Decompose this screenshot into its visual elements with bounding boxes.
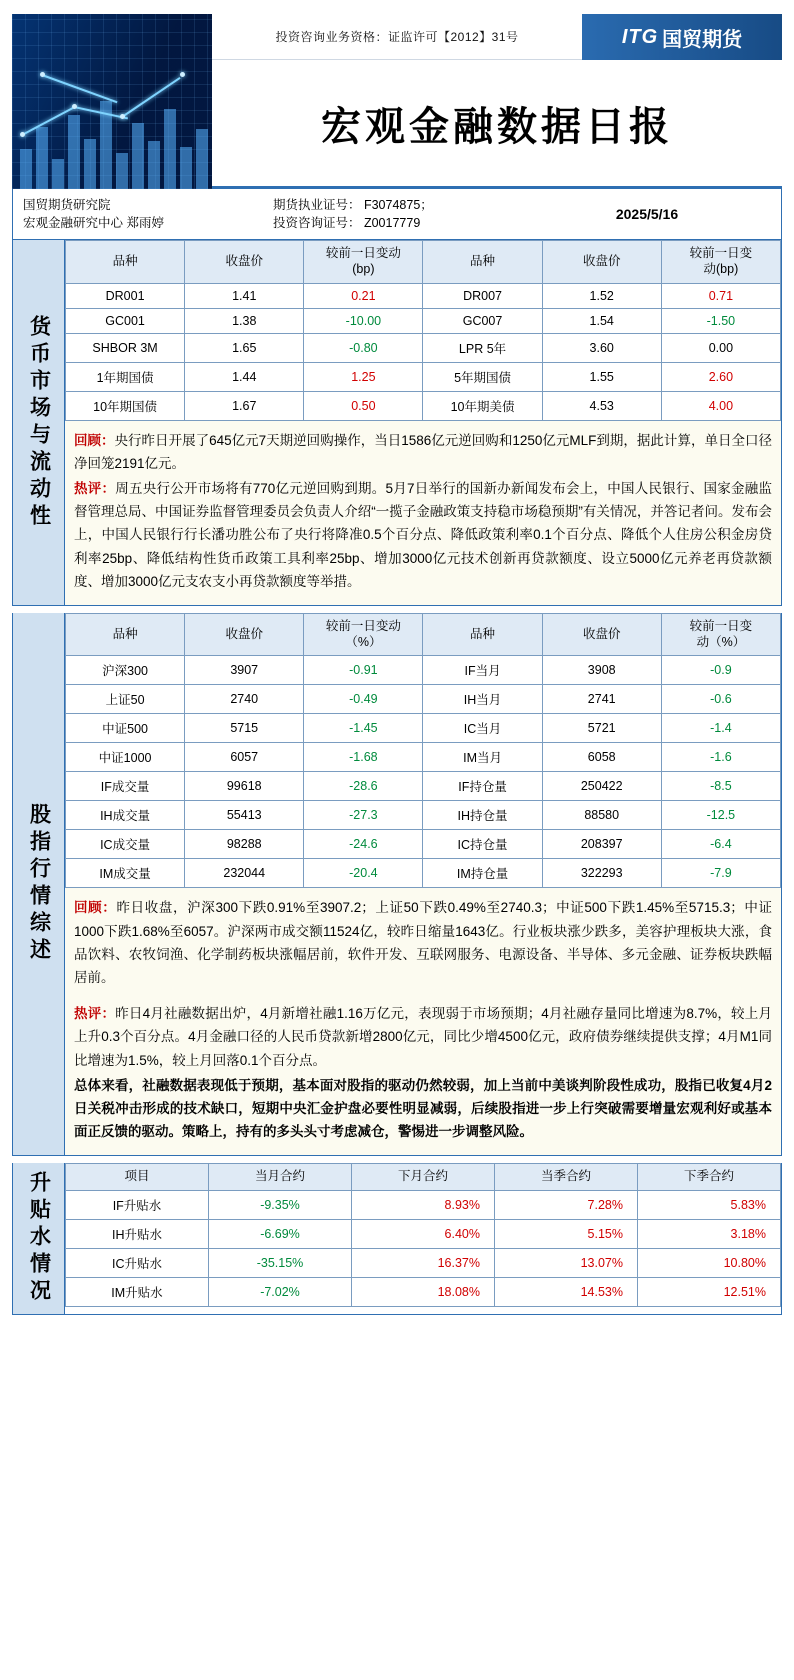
comment-paragraph [74, 1002, 772, 1072]
cell-close: 1.67 [185, 391, 304, 420]
cell-name: IC持仓量 [423, 830, 542, 859]
comment-paragraph [74, 477, 772, 593]
cell-change: -1.68 [304, 743, 423, 772]
section-spacer [12, 606, 782, 613]
cell-name: 沪深300 [66, 656, 185, 685]
review-label: 回顾： [74, 432, 115, 448]
info-bar [12, 189, 782, 240]
cell-name: IH成交量 [66, 801, 185, 830]
cell-name: SHBOR 3M [66, 333, 185, 362]
cell-close: 3907 [185, 656, 304, 685]
table-row [66, 362, 781, 391]
cell-change: -0.49 [304, 685, 423, 714]
cell-close: 2741 [542, 685, 661, 714]
money-market-notes [65, 421, 781, 606]
report-header [12, 14, 782, 189]
header-right [212, 14, 782, 189]
cell-change: -7.9 [661, 859, 780, 888]
page-title: 宏观金融数据日报 [321, 102, 673, 150]
cell-name: 1年期国债 [66, 362, 185, 391]
table-row [66, 391, 781, 420]
section-premium-discount [12, 1163, 782, 1315]
money-market-table [65, 240, 781, 420]
title-area [212, 60, 782, 189]
cell-current-quarter: 5.15% [495, 1220, 638, 1249]
cell-close: 4.53 [542, 391, 661, 420]
header-top-bar [212, 14, 782, 60]
col-change-2: 较前一日变 动（%） [661, 614, 780, 656]
section-label-money-market: 货币市场与流动性 [13, 240, 65, 605]
cell-change: 0.00 [661, 333, 780, 362]
cell-name: IH当月 [423, 685, 542, 714]
cell-change: -0.9 [661, 656, 780, 685]
cell-change: -1.45 [304, 714, 423, 743]
cell-name: 5年期国债 [423, 362, 542, 391]
cell-change: 2.60 [661, 362, 780, 391]
cell-name: IM成交量 [66, 859, 185, 888]
table-row [66, 772, 781, 801]
cell-name: IH持仓量 [423, 801, 542, 830]
table-row [66, 743, 781, 772]
cell-name: IM当月 [423, 743, 542, 772]
col-close-2: 收盘价 [542, 241, 661, 283]
stock-index-table [65, 613, 781, 888]
cell-change: -20.4 [304, 859, 423, 888]
table-row [66, 1278, 781, 1307]
comment-label: 热评： [74, 1006, 116, 1022]
section-spacer [12, 1156, 782, 1163]
cell-close: 2740 [185, 685, 304, 714]
cell-close: 5721 [542, 714, 661, 743]
table-header-row [66, 241, 781, 283]
cell-name: 中证1000 [66, 743, 185, 772]
cell-change: -1.50 [661, 308, 780, 333]
brand-en-text: ITG [621, 25, 659, 48]
cell-current-month: -35.15% [209, 1249, 352, 1278]
table-row [66, 1249, 781, 1278]
report-date: 2025/5/16 [615, 205, 679, 222]
cell-current-quarter: 14.53% [495, 1278, 638, 1307]
cell-close: 6057 [185, 743, 304, 772]
cell-close: 99618 [185, 772, 304, 801]
cell-next-month: 18.08% [352, 1278, 495, 1307]
cell-close: 3908 [542, 656, 661, 685]
cell-close: 322293 [542, 859, 661, 888]
cell-name: IF当月 [423, 656, 542, 685]
comment-text: 昨日4月社融数据出炉，4月新增社融1.16万亿元，表现弱于市场预期；4月社融存量同比增速为8.7%，较上月上升0.3个百分点。4月金融口径的人民币贷款新增2800亿元，同比少增4500亿元，政府债券继续提供支撑；4月M1同比增速为1.5%，较上月回落0.1个百分点。 [74, 1006, 772, 1068]
table-row [66, 333, 781, 362]
cell-next-quarter: 12.51% [638, 1278, 781, 1307]
section-label-stock-index: 股指行情综述 [13, 613, 65, 1155]
table-row [66, 1191, 781, 1220]
cell-name: GC007 [423, 308, 542, 333]
paragraph-spacer [74, 991, 772, 1002]
cell-name: DR007 [423, 283, 542, 308]
section-premium-discount-body [65, 1163, 781, 1314]
section-money-market-body [65, 240, 781, 605]
cell-change: -12.5 [661, 801, 780, 830]
cell-change: 0.21 [304, 283, 423, 308]
section-label-premium-discount: 升贴水情况 [13, 1163, 65, 1314]
brand-cn-text: 国贸期货 [662, 28, 743, 51]
table-row [66, 714, 781, 743]
cell-name: GC001 [66, 308, 185, 333]
cell-close: 1.65 [185, 333, 304, 362]
cell-change: -0.91 [304, 656, 423, 685]
cell-name: LPR 5年 [423, 333, 542, 362]
license-text: 投资咨询业务资格：证监许可【2012】31号 [212, 14, 582, 60]
table-row [66, 859, 781, 888]
cell-change: -1.6 [661, 743, 780, 772]
col-current-quarter: 当季合约 [495, 1164, 638, 1191]
header-decorative-image [12, 14, 212, 189]
table-header-row [66, 614, 781, 656]
cell-next-quarter: 5.83% [638, 1191, 781, 1220]
col-name-1: 品种 [66, 241, 185, 283]
cell-close: 1.38 [185, 308, 304, 333]
cell-name: 中证500 [66, 714, 185, 743]
table-row [66, 830, 781, 859]
review-label: 回顾： [74, 900, 117, 916]
col-name-2: 品种 [423, 241, 542, 283]
cell-close: 55413 [185, 801, 304, 830]
cell-close: 88580 [542, 801, 661, 830]
table-row [66, 283, 781, 308]
col-change-2: 较前一日变 动(bp) [661, 241, 780, 283]
cell-close: 1.41 [185, 283, 304, 308]
cell-change: -24.6 [304, 830, 423, 859]
col-close-1: 收盘价 [185, 614, 304, 656]
col-next-month: 下月合约 [352, 1164, 495, 1191]
cell-change: -8.5 [661, 772, 780, 801]
cell-name: 10年期美债 [423, 391, 542, 420]
cell-item: IM升贴水 [66, 1278, 209, 1307]
cell-change: -0.80 [304, 333, 423, 362]
section-stock-index [12, 613, 782, 1156]
cell-close: 3.60 [542, 333, 661, 362]
cell-current-month: -7.02% [209, 1278, 352, 1307]
col-change-1: 较前一日变动 （%） [304, 614, 423, 656]
review-text: 昨日收盘，沪深300下跌0.91%至3907.2；上证50下跌0.49%至2740.3；中证500下跌1.45%至5715.3；中证1000下跌1.68%至6057。沪深两市成交额11524亿，较昨日缩量1643亿。行业板块涨少跌多，美容护理板块大涨，食品饮料、农牧饲渔、化学制药板块涨幅居前，软件开发、互联网服务、电源设备、半导体、多元金融、证券板块跌幅居前。 [74, 900, 772, 985]
cell-current-month: -9.35% [209, 1191, 352, 1220]
cell-current-month: -6.69% [209, 1220, 352, 1249]
table-row [66, 308, 781, 333]
cell-item: IH升贴水 [66, 1220, 209, 1249]
cell-item: IC升贴水 [66, 1249, 209, 1278]
cell-close: 1.55 [542, 362, 661, 391]
cell-change: -28.6 [304, 772, 423, 801]
cell-name: 10年期国债 [66, 391, 185, 420]
cell-next-quarter: 3.18% [638, 1220, 781, 1249]
table-row [66, 801, 781, 830]
practice-license: 期货执业证号： F3074875； [273, 198, 433, 212]
cell-current-quarter: 7.28% [495, 1191, 638, 1220]
cell-change: -1.4 [661, 714, 780, 743]
cell-change: 0.50 [304, 391, 423, 420]
cell-next-month: 8.93% [352, 1191, 495, 1220]
cell-close: 1.52 [542, 283, 661, 308]
cell-change: -6.4 [661, 830, 780, 859]
review-text: 央行昨日开展了645亿元7天期逆回购操作，当日1586亿元逆回购和1250亿元MLF到期，据此计算，单日全口径净回笼2191亿元。 [74, 432, 772, 471]
section-stock-index-body [65, 613, 781, 1155]
cell-close: 232044 [185, 859, 304, 888]
cell-next-month: 6.40% [352, 1220, 495, 1249]
cell-change: 1.25 [304, 362, 423, 391]
table-row [66, 685, 781, 714]
cell-close: 6058 [542, 743, 661, 772]
license-info [263, 196, 513, 232]
table-header-row [66, 1164, 781, 1191]
cell-item: IF升贴水 [66, 1191, 209, 1220]
department-center: 宏观金融研究中心 郑雨婷 [23, 216, 164, 231]
col-current-month: 当月合约 [209, 1164, 352, 1191]
cell-change: -10.00 [304, 308, 423, 333]
cell-change: 4.00 [661, 391, 780, 420]
cell-name: IM持仓量 [423, 859, 542, 888]
cell-next-quarter: 10.80% [638, 1249, 781, 1278]
cell-close: 250422 [542, 772, 661, 801]
col-item: 项目 [66, 1164, 209, 1191]
consult-license: 投资咨询证号： Z0017779 [273, 216, 421, 231]
cell-change: 0.71 [661, 283, 780, 308]
cell-close: 5715 [185, 714, 304, 743]
company-logo [582, 14, 782, 60]
table-row [66, 656, 781, 685]
stock-index-notes [65, 888, 781, 1155]
table-row [66, 1220, 781, 1249]
premium-discount-table [65, 1163, 781, 1307]
summary-paragraph: 总体来看，社融数据表现低于预期，基本面对股指的驱动仍然较弱，加上当前中美谈判阶段性成功，股指已收复4月2日关税冲击形成的技术缺口，短期中央汇金护盘必要性明显减弱，后续股指进一步上行突破需要增量宏观利好或基本面正反馈的驱动。策略上，持有的多头头寸考虑减仓，警惕进一步调整风险。 [74, 1077, 772, 1140]
review-paragraph [74, 429, 772, 475]
cell-close: 208397 [542, 830, 661, 859]
cell-change: -27.3 [304, 801, 423, 830]
cell-close: 98288 [185, 830, 304, 859]
cell-name: DR001 [66, 283, 185, 308]
col-change-1: 较前一日变动 (bp) [304, 241, 423, 283]
cell-close: 1.54 [542, 308, 661, 333]
cell-name: IF成交量 [66, 772, 185, 801]
col-name-2: 品种 [423, 614, 542, 656]
comment-text: 周五央行公开市场将有770亿元逆回购到期。5月7日举行的国新办新闻发布会上，中国人民银行、国家金融监督管理总局、中国证券监督管理委员会负责人介绍“一揽子金融政策支持稳市场稳预期”有关情况，并答记者问。发布会上，中国人民银行行长潘功胜公布了央行将降准0.5个百分点、降低政策利率0.1个百分点、降低个人住房公积金房贷利率25bp、降低结构性货币政策工具利率25bp、增加3000亿元技术创新再贷款额度、设立5000亿元养老再贷款额度、增加3000亿元支农支小再贷款额度等举措。 [74, 480, 772, 589]
col-close-1: 收盘价 [185, 241, 304, 283]
department-name: 国贸期货研究院 [23, 198, 111, 212]
col-close-2: 收盘价 [542, 614, 661, 656]
comment-label: 热评： [74, 480, 116, 496]
cell-name: IC成交量 [66, 830, 185, 859]
col-next-quarter: 下季合约 [638, 1164, 781, 1191]
department-info [13, 196, 263, 232]
review-paragraph [74, 896, 772, 989]
cell-name: IF持仓量 [423, 772, 542, 801]
cell-next-month: 16.37% [352, 1249, 495, 1278]
cell-change: -0.6 [661, 685, 780, 714]
cell-current-quarter: 13.07% [495, 1249, 638, 1278]
col-name-1: 品种 [66, 614, 185, 656]
cell-close: 1.44 [185, 362, 304, 391]
cell-name: IC当月 [423, 714, 542, 743]
section-money-market [12, 240, 782, 606]
cell-name: 上证50 [66, 685, 185, 714]
